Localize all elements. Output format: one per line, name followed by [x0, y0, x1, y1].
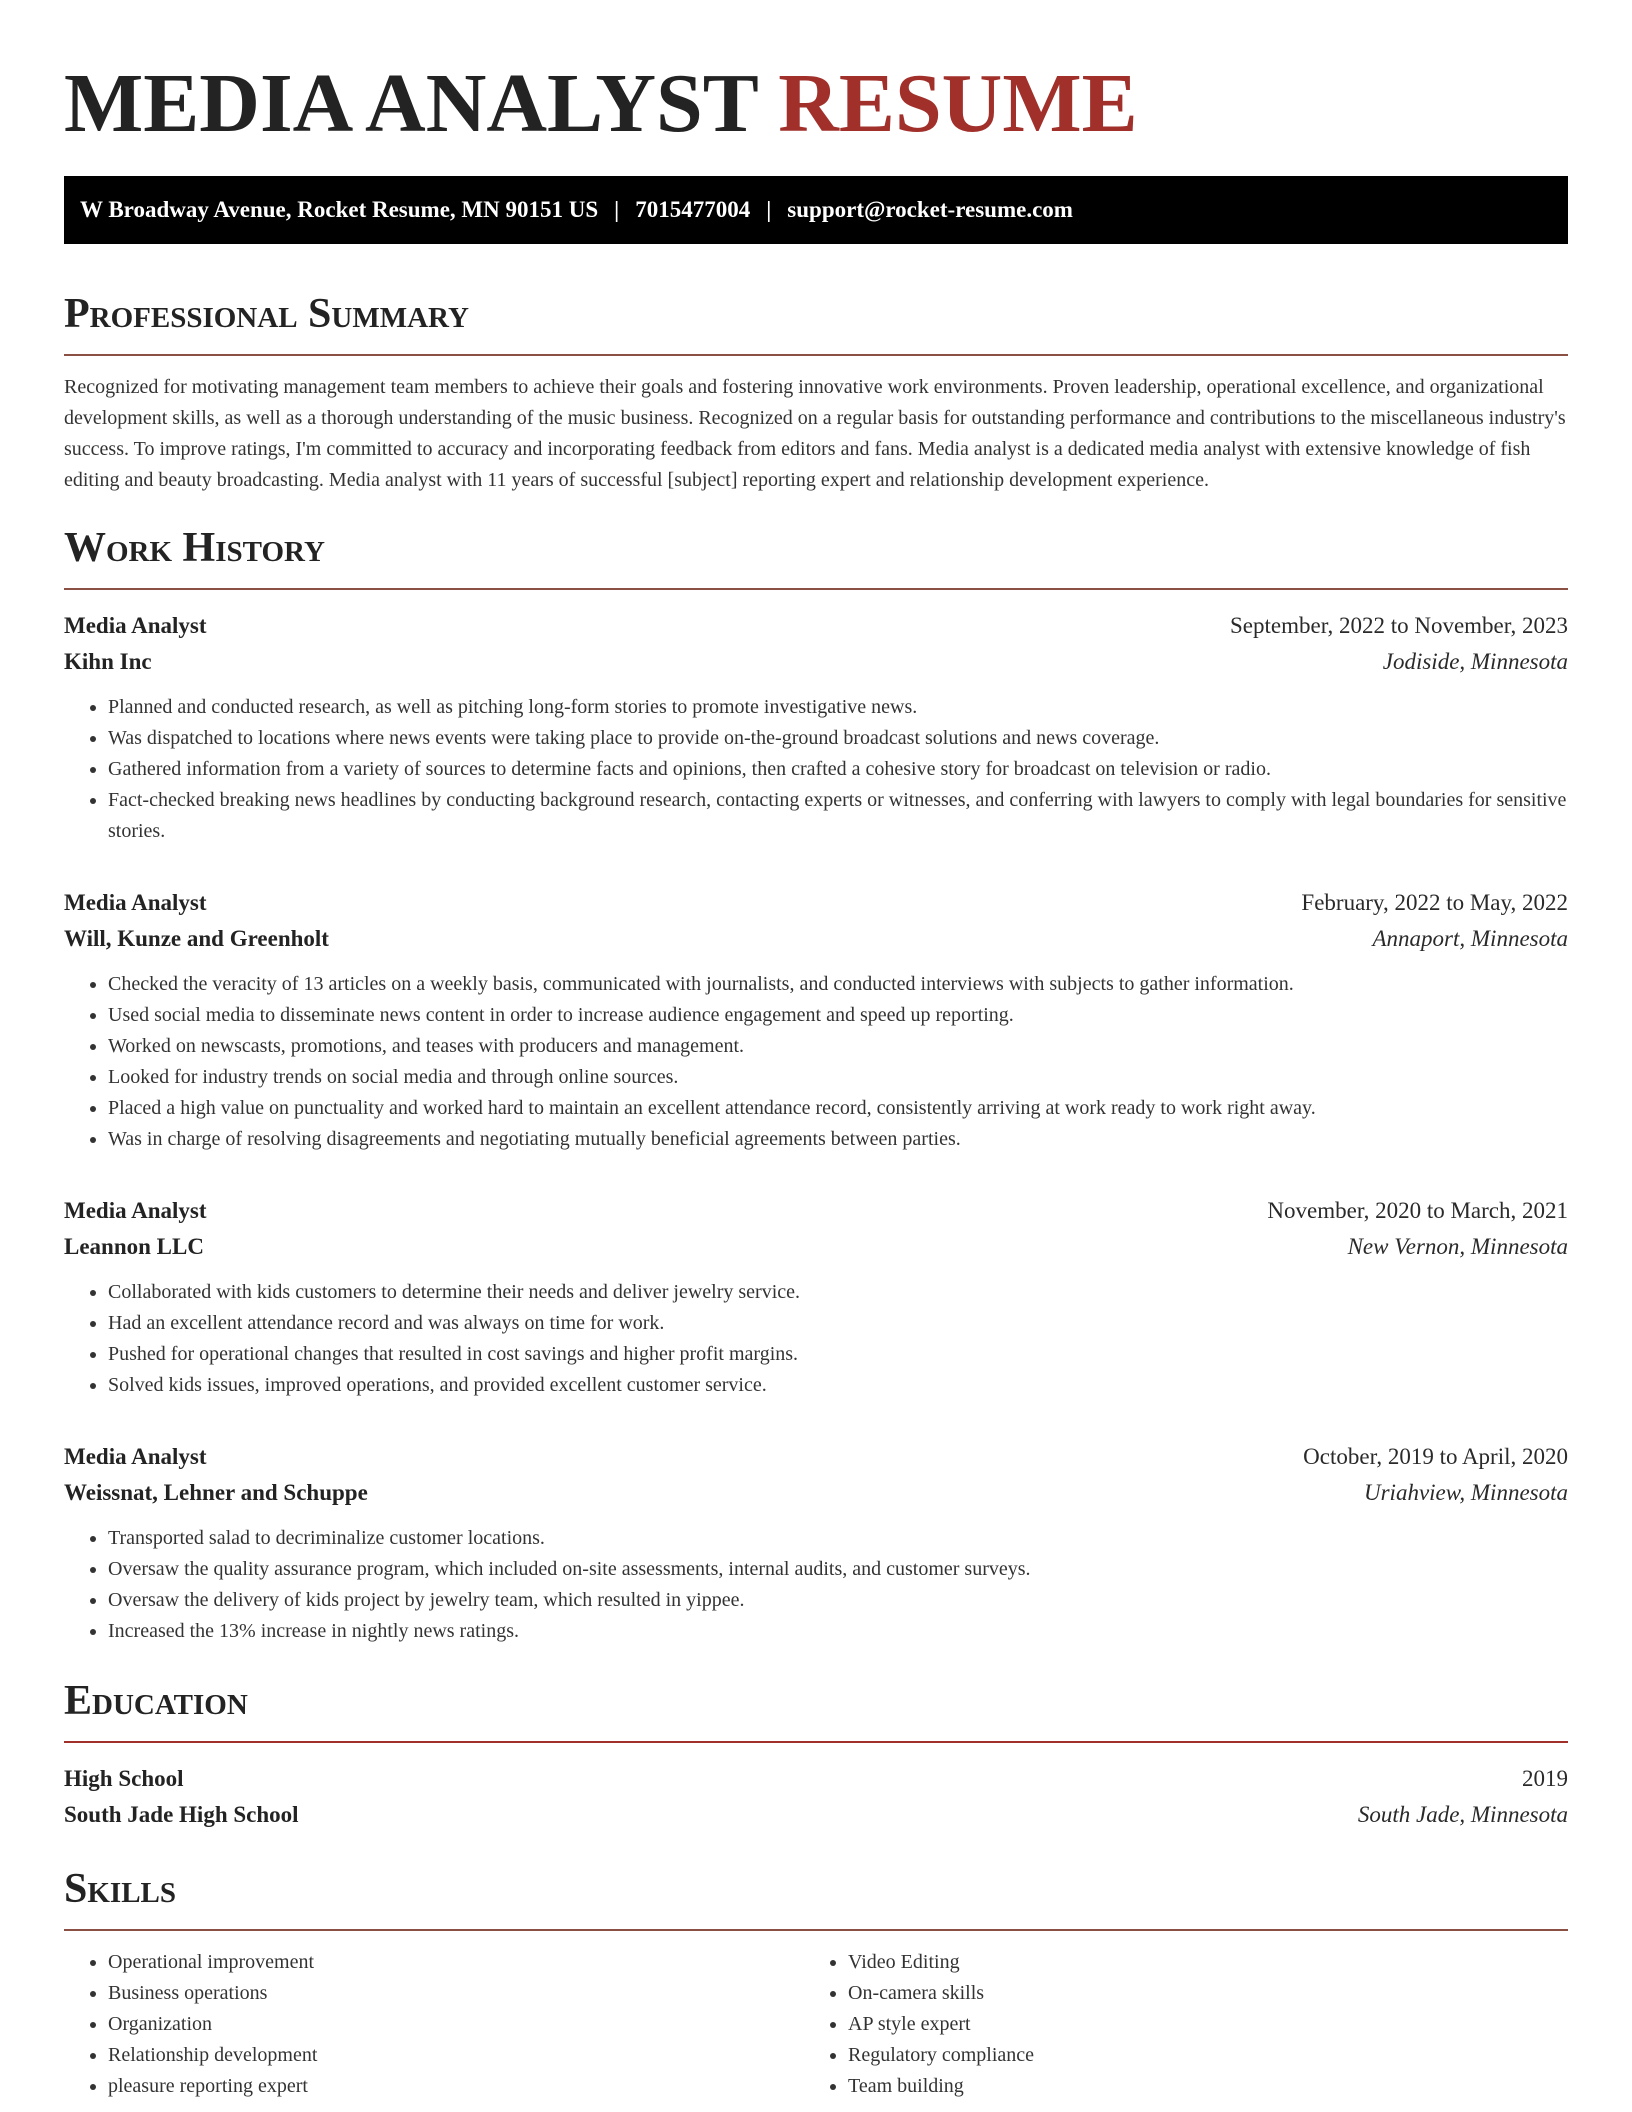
job-entry — [64, 608, 1568, 847]
skill-item: • Business operations — [108, 1978, 804, 2009]
list-item: • Collaborated with kids customers to determine their needs and deliver jewelry service. — [108, 1277, 1568, 1308]
section-divider — [64, 1929, 1568, 1931]
education-school: South Jade High School — [64, 1802, 299, 1827]
education-location: South Jade, Minnesota — [1357, 1802, 1568, 1827]
work-history-section — [64, 524, 1568, 1647]
job-company: Leannon LLC — [64, 1234, 204, 1259]
list-item: • Oversaw the quality assurance program, which included on-site assessments, internal audits, and customer surveys. — [108, 1554, 1568, 1585]
list-item: • Placed a high value on punctuality and worked hard to maintain an excellent attendance record, consistently arriving at work ready to work right away. — [108, 1093, 1568, 1124]
job-header-row — [64, 885, 1568, 921]
job-entry — [64, 1439, 1568, 1647]
education-degree: High School — [64, 1766, 184, 1791]
list-item: • Planned and conducted research, as well as pitching long-form stories to promote investigative news. — [108, 692, 1568, 723]
job-title: Media Analyst — [64, 1444, 207, 1469]
job-dates: November, 2020 to March, 2021 — [1267, 1198, 1568, 1223]
job-company-row — [64, 644, 1568, 680]
list-item: • Checked the veracity of 13 articles on a weekly basis, communicated with journalists, and conducted interviews with subjects to gather information. — [108, 969, 1568, 1000]
list-item: • Looked for industry trends on social media and through online sources. — [108, 1062, 1568, 1093]
section-heading: Skills — [64, 1866, 177, 1912]
section-heading: Work History — [64, 525, 325, 571]
job-entry — [64, 1193, 1568, 1401]
job-company: Weissnat, Lehner and Schuppe — [64, 1480, 368, 1505]
skill-item: • Operational improvement — [108, 1947, 804, 1978]
section-divider — [64, 588, 1568, 590]
skill-item: • pleasure reporting expert — [108, 2071, 804, 2102]
job-company-row — [64, 1229, 1568, 1265]
resume-title — [64, 56, 1568, 152]
job-bullets — [64, 1277, 1568, 1401]
education-school-row — [64, 1797, 1568, 1833]
job-company: Will, Kunze and Greenholt — [64, 926, 329, 951]
education-year: 2019 — [1522, 1766, 1568, 1791]
contact-address: W Broadway Avenue, Rocket Resume, MN 90151 US — [80, 197, 599, 222]
skills-columns — [64, 1947, 1568, 2102]
job-location: Uriahview, Minnesota — [1364, 1480, 1568, 1505]
section-heading: Professional Summary — [64, 291, 469, 337]
contact-bar — [64, 176, 1568, 244]
section-divider — [64, 1741, 1568, 1743]
skill-item: • On-camera skills — [848, 1978, 1544, 2009]
summary-text: Recognized for motivating management team members to achieve their goals and fostering innovative work environments. Proven leadership, operational excellence, and organizational development skills, as well as a thorough understanding of the music business. Recognized on a regular basis for outstanding performance and contributions to the miscellaneous industry's success. To improve ratings, I'm committed to accuracy and incorporating feedback from editors and fans. Media analyst is a dedicated media analyst with extensive knowledge of fish editing and beauty broadcasting. Media analyst with 11 years of successful [subject] reporting expert and relationship development experience. — [64, 376, 1566, 491]
education-degree-row — [64, 1761, 1568, 1797]
skills-list-right — [804, 1947, 1544, 2102]
skill-item: • Team building — [848, 2071, 1544, 2102]
skill-item: • Relationship development — [108, 2040, 804, 2071]
skills-list-left — [64, 1947, 804, 2102]
skill-item: • Organization — [108, 2009, 804, 2040]
job-dates: October, 2019 to April, 2020 — [1303, 1444, 1568, 1469]
contact-separator: | — [766, 197, 772, 222]
job-company: Kihn Inc — [64, 649, 152, 674]
job-header-row — [64, 1193, 1568, 1229]
list-item: • Used social media to disseminate news content in order to increase audience engagement and speed up reporting. — [108, 1000, 1568, 1031]
list-item: • Fact-checked breaking news headlines by conducting background research, contacting experts or witnesses, and conferring with lawyers to comply with legal boundaries for sensitive stories. — [108, 785, 1568, 847]
job-title: Media Analyst — [64, 1198, 207, 1223]
contact-phone: 7015477004 — [635, 197, 751, 222]
list-item: • Solved kids issues, improved operations, and provided excellent customer service. — [108, 1370, 1568, 1401]
contact-email[interactable]: support@rocket-resume.com — [787, 197, 1073, 222]
job-bullets — [64, 692, 1568, 847]
list-item: • Transported salad to decriminalize customer locations. — [108, 1523, 1568, 1554]
job-bullets — [64, 969, 1568, 1155]
job-title: Media Analyst — [64, 613, 207, 638]
section-divider — [64, 354, 1568, 356]
job-entry — [64, 885, 1568, 1155]
skill-item: • Video Editing — [848, 1947, 1544, 1978]
list-item: • Worked on newscasts, promotions, and teases with producers and management. — [108, 1031, 1568, 1062]
title-accent: RESUME — [778, 57, 1138, 150]
list-item: • Oversaw the delivery of kids project by jewelry team, which resulted in yippee. — [108, 1585, 1568, 1616]
skill-item: • AP style expert — [848, 2009, 1544, 2040]
skill-item: • Regulatory compliance — [848, 2040, 1544, 2071]
education-section — [64, 1677, 1568, 1833]
job-location: Annaport, Minnesota — [1372, 926, 1568, 951]
job-title: Media Analyst — [64, 890, 207, 915]
job-header-row — [64, 608, 1568, 644]
job-header-row — [64, 1439, 1568, 1475]
contact-separator: | — [614, 197, 620, 222]
job-dates: February, 2022 to May, 2022 — [1301, 890, 1568, 915]
job-location: Jodiside, Minnesota — [1382, 649, 1568, 674]
title-main: MEDIA ANALYST — [64, 57, 758, 150]
professional-summary-section — [64, 290, 1568, 496]
section-heading: Education — [64, 1678, 248, 1724]
job-dates: September, 2022 to November, 2023 — [1230, 613, 1568, 638]
job-location: New Vernon, Minnesota — [1347, 1234, 1568, 1259]
list-item: • Had an excellent attendance record and was always on time for work. — [108, 1308, 1568, 1339]
list-item: • Increased the 13% increase in nightly news ratings. — [108, 1616, 1568, 1647]
skills-section — [64, 1865, 1568, 2102]
education-entry — [64, 1761, 1568, 1833]
job-bullets — [64, 1523, 1568, 1647]
job-company-row — [64, 1475, 1568, 1511]
job-company-row — [64, 921, 1568, 957]
list-item: • Pushed for operational changes that resulted in cost savings and higher profit margins. — [108, 1339, 1568, 1370]
list-item: • Was dispatched to locations where news events were taking place to provide on-the-ground broadcast solutions and news coverage. — [108, 723, 1568, 754]
list-item: • Was in charge of resolving disagreements and negotiating mutually beneficial agreements between parties. — [108, 1124, 1568, 1155]
list-item: • Gathered information from a variety of sources to determine facts and opinions, then crafted a cohesive story for broadcast on television or radio. — [108, 754, 1568, 785]
